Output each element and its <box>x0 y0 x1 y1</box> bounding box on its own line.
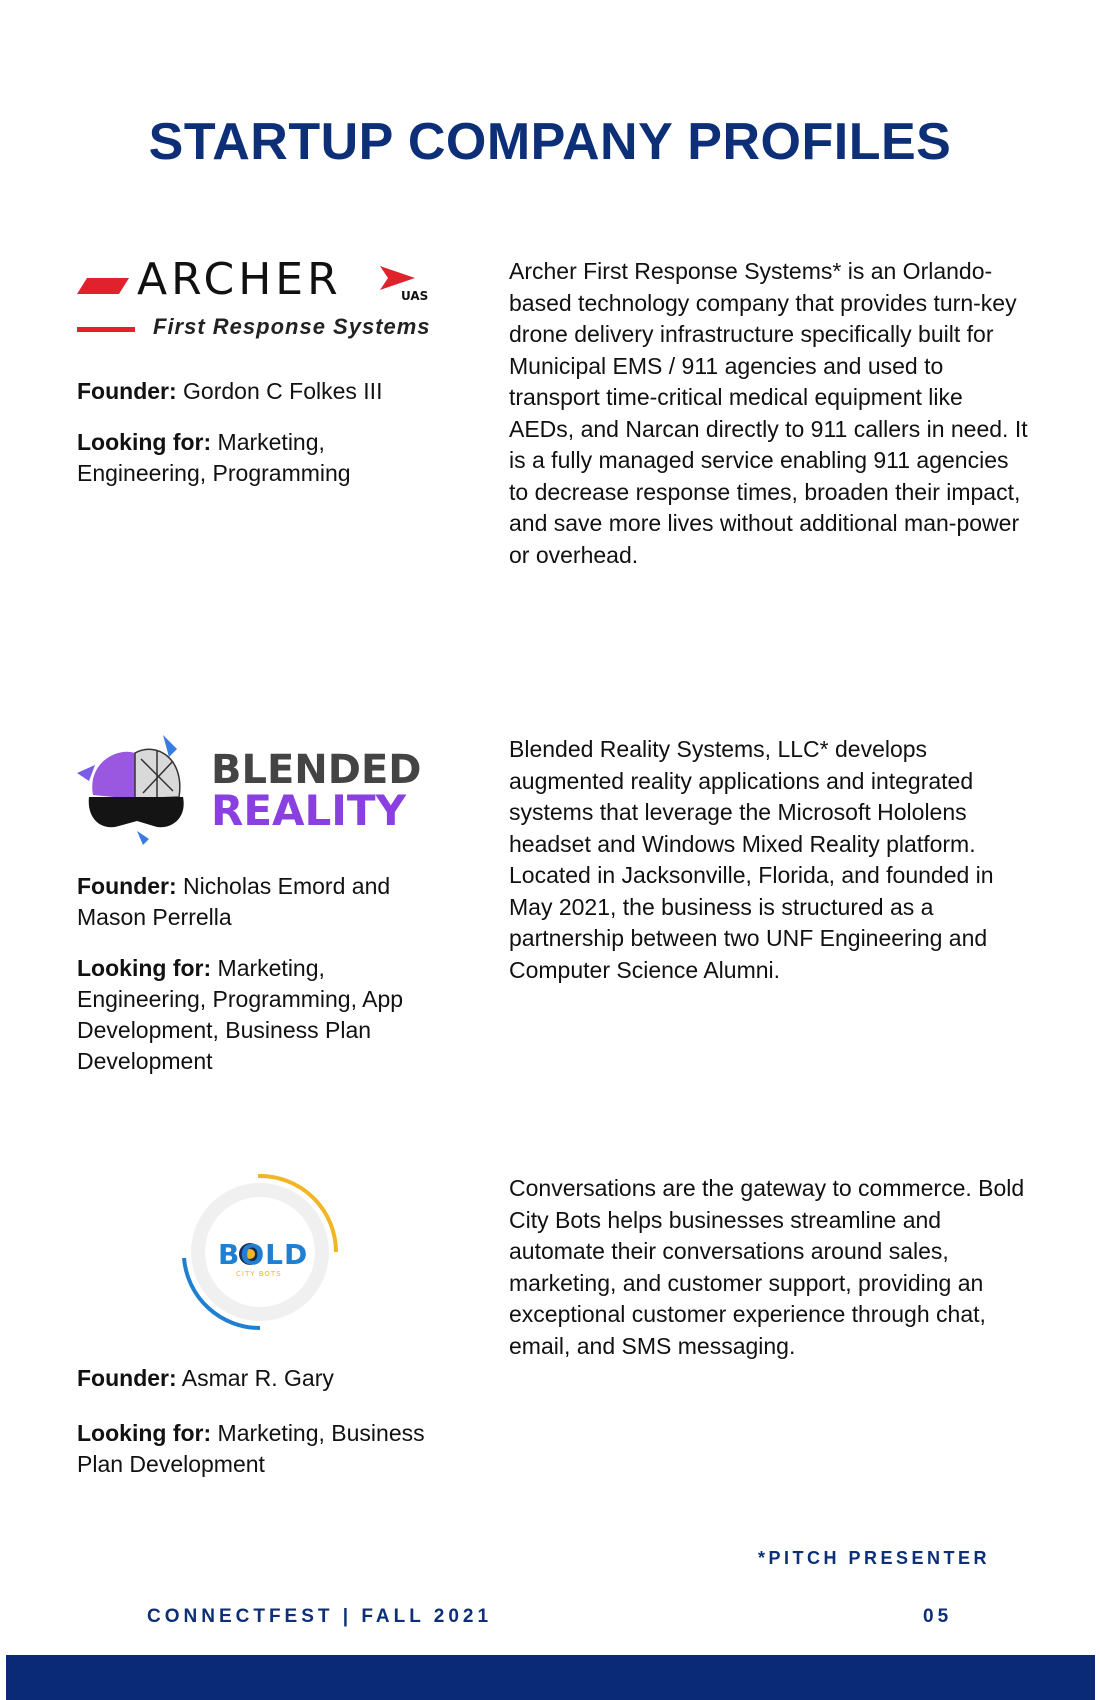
footer-event: CONNECTFEST | FALL 2021 <box>147 1606 493 1627</box>
blended-reality-logo <box>77 735 447 845</box>
founder-value: Nicholas Emord and Mason Perrella <box>77 873 391 930</box>
founder-label: Founder: <box>77 1365 177 1391</box>
bold-looking-for <box>77 1418 447 1480</box>
blended-logo-line2: REALITY <box>211 786 406 835</box>
archer-logo-tag: UAS <box>401 289 429 303</box>
bold-founder <box>77 1363 447 1394</box>
blended-description: Blended Reality Systems, LLC* develops augmented reality applications and integrated systems that leverage the Microsoft Hololens headset and Windows Mixed Reality platform. Located in Jacksonville, Florida, and founded in May 2021, the business is structured as a partnership between two UNF Engineering and Computer Science Alumni. <box>509 736 994 983</box>
archer-logo <box>77 252 447 347</box>
archer-looking-for <box>77 427 447 489</box>
blended-founder <box>77 871 447 933</box>
bold-description: Conversations are the gateway to commerce. Bold City Bots helps businesses streamline and automate their conversations around sales, marketing, and customer support, providing an exceptional customer experience through chat, email, and SMS messaging. <box>509 1175 1025 1359</box>
blended-looking-for <box>77 953 447 1077</box>
founder-label: Founder: <box>77 873 177 899</box>
pitch-presenter-note: *PITCH PRESENTER <box>757 1548 990 1568</box>
founder-value: Gordon C Folkes III <box>183 378 383 404</box>
archer-logo-subtitle: First Response Systems <box>153 314 431 339</box>
looking-for-label: Looking for: <box>77 955 212 981</box>
looking-for-value: Marketing, Engineering, Programming <box>77 429 351 486</box>
founder-value: Asmar R. Gary <box>181 1365 334 1391</box>
page-number: 05 <box>923 1606 953 1627</box>
looking-for-label: Looking for: <box>77 429 212 455</box>
blended-info <box>77 871 447 1097</box>
bold-logo-sub: CITY BOTS <box>236 1270 282 1278</box>
archer-founder <box>77 376 447 407</box>
founder-label: Founder: <box>77 378 177 404</box>
bold-info <box>77 1363 447 1500</box>
blended-logo-line1: BLENDED <box>211 747 422 793</box>
archer-logo-name: ARCHER <box>137 254 342 305</box>
bold-logo-word: BOLD <box>218 1238 309 1271</box>
archer-info <box>77 376 447 509</box>
archer-description: Archer First Response Systems* is an Orlando-based technology company that provides turn-key drone delivery infrastructure specifically built for Municipal EMS / 911 agencies and used to transport time-critical medical equipment like AEDs, and Narcan directly to 911 callers in need. It is a fully managed service enabling 911 agencies to decrease response times, broaden their impact, and save more lives without additional man-power or overhead. <box>509 258 1028 568</box>
looking-for-value: Marketing, Engineering, Programming, App Development, Business Plan Development <box>77 955 404 1074</box>
page-title: STARTUP COMPANY PROFILES <box>148 113 952 171</box>
bold-city-bots-logo <box>178 1170 342 1334</box>
looking-for-label: Looking for: <box>77 1420 212 1446</box>
footer-bar <box>6 1655 1095 1700</box>
looking-for-value: Marketing, Business Plan Development <box>77 1420 425 1477</box>
